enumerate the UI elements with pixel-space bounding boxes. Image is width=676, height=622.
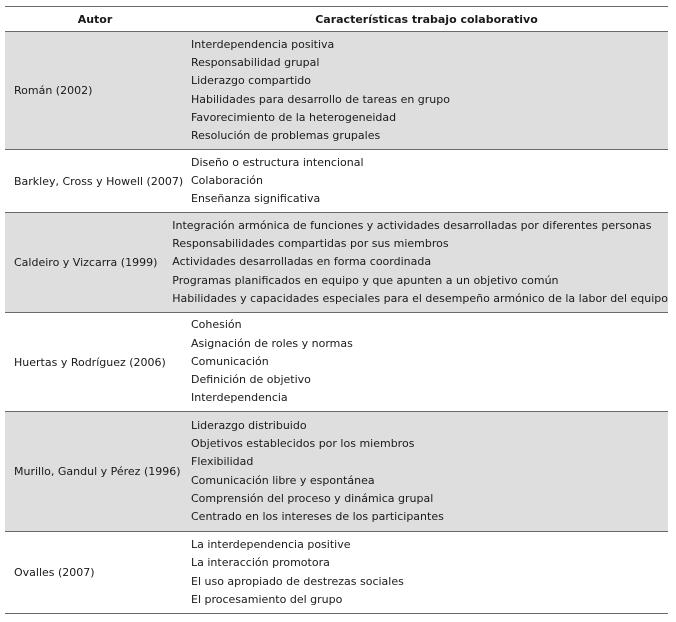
- list-item: Comprensión del proceso y dinámica grupal: [191, 491, 434, 505]
- list-item: Objetivos establecidos por los miembros: [191, 436, 415, 450]
- list-item: Resolución de problemas grupales: [191, 129, 381, 143]
- list-item: Interdependencia: [191, 391, 288, 405]
- list-item: Liderazgo distribuido: [191, 418, 307, 432]
- row-items: [172, 217, 668, 308]
- list-item: Diseño o estructura intencional: [191, 155, 364, 169]
- row-items: [191, 417, 668, 527]
- list-item: Liderazgo compartido: [191, 74, 312, 88]
- table-row: [5, 532, 668, 614]
- list-item: Centrado en los intereses de los participantes: [191, 510, 444, 524]
- list-item: Colaboración: [191, 173, 263, 187]
- list-item: Actividades desarrolladas en forma coordinada: [172, 255, 432, 269]
- row-author: Murillo, Gandul y Pérez (1996): [14, 465, 181, 478]
- list-item: Programas planificados en equipo y que apunten a un objetivo común: [172, 273, 559, 287]
- list-item: Flexibilidad: [191, 455, 254, 469]
- list-item: Integración armónica de funciones y actividades desarrolladas por diferentes personas: [172, 218, 652, 232]
- list-item: Enseñanza significativa: [191, 192, 321, 206]
- header-features: Características trabajo colaborativo: [315, 12, 538, 26]
- list-item: Habilidades para desarrollo de tareas en grupo: [191, 92, 450, 106]
- header-author: Autor: [77, 12, 113, 26]
- row-items: [191, 154, 668, 209]
- table-row: [5, 213, 668, 313]
- row-author: Barkley, Cross y Howell (2007): [14, 174, 184, 188]
- row-items: [191, 536, 668, 609]
- table-row: [5, 150, 668, 213]
- list-item: Comunicación libre y espontánea: [191, 473, 375, 487]
- list-item: La interdependencia positive: [191, 537, 351, 551]
- row-author: Caldeiro y Vizcarra (1999): [14, 256, 158, 269]
- list-item: Cohesión: [191, 318, 242, 332]
- table-row: [5, 412, 668, 532]
- row-author: Román (2002): [14, 84, 93, 97]
- list-item: Responsabilidades compartidas por sus miembros: [172, 237, 449, 251]
- row-author: Ovalles (2007): [14, 566, 95, 579]
- table-header: [5, 6, 668, 32]
- table-row: [5, 313, 668, 412]
- row-items: [191, 36, 668, 146]
- collaborative-work-table: [5, 6, 668, 614]
- row-items: [191, 316, 668, 407]
- list-item: El procesamiento del grupo: [191, 592, 343, 606]
- list-item: Asignación de roles y normas: [191, 336, 353, 350]
- list-item: El uso apropiado de destrezas sociales: [191, 574, 404, 588]
- list-item: Comunicación: [191, 354, 269, 368]
- list-item: Habilidades y capacidades especiales para el desempeño armónico de la labor del equipo: [172, 291, 668, 305]
- list-item: Responsabilidad grupal: [191, 55, 320, 69]
- list-item: Definición de objetivo: [191, 373, 311, 387]
- table-row: [5, 32, 668, 150]
- list-item: Interdependencia positiva: [191, 37, 335, 51]
- row-author: Huertas y Rodríguez (2006): [14, 355, 166, 369]
- list-item: Favorecimiento de la heterogeneidad: [191, 110, 397, 124]
- list-item: La interacción promotora: [191, 556, 330, 570]
